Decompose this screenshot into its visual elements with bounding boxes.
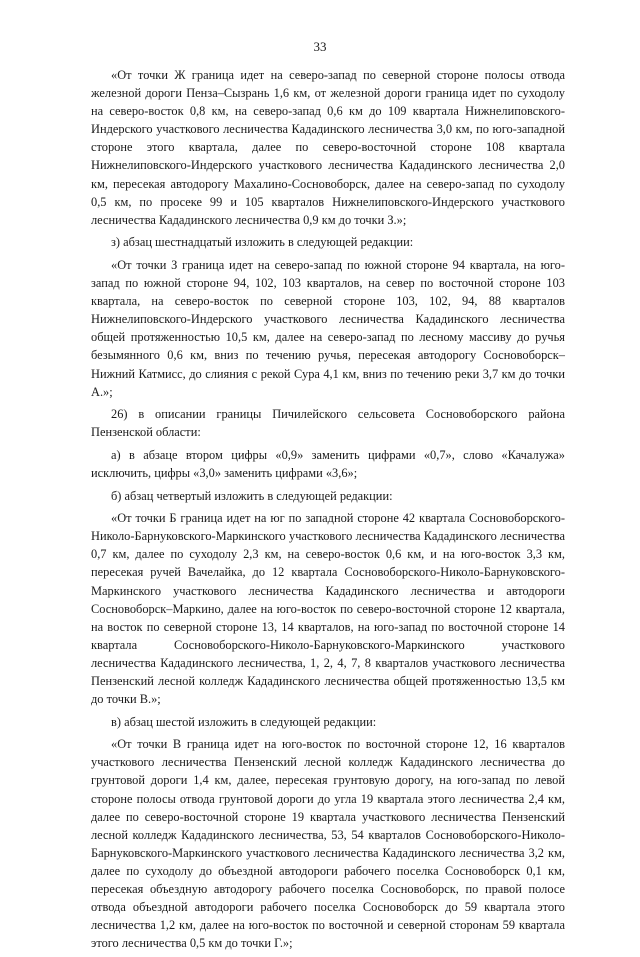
paragraph-point-v: «От точки В граница идет на юго-восток по восточной стороне 12, 16 кварталов участкового лесничества Пензенский лесной колледж Кададинского лесничества до грунтовой дороги 1,4 км, далее, пересекая грунтовую дорогу, на юго-запад по левой стороне полосы отвода грунтовой дороги до угла 19 квартала этого лесничества 2,4 км, далее по северо-восточной стороне 19 квартала участкового лесничества Пензенский лесной колледж Кададинского лесничества, 53, 54 кварталов Сосновоборского-Николо-Барнуковского-Маркинского участкового лесничества Кададинского лесничества 3,2 км, далее по суходолу до объездной автодороги рабочего поселка Сосновоборск 0,1 км, пересекая объездную автодорогу рабочего поселка Сосновоборск, по правой полосе отвода объездной автодороги рабочего поселка Сосновоборск до 59 квартала этого лесничества 1,2 км, далее на юго-восток по восточной и северной сторонам 59 квартала этого лесничества 0,5 км до точки Г.»; bbox=[91, 737, 565, 951]
paragraph-item-b: б) абзац четвертый изложить в следующей редакции: bbox=[111, 488, 393, 503]
paragraph-item-v: в) абзац шестой изложить в следующей редакции: bbox=[111, 714, 377, 729]
paragraph-point-b: «От точки Б граница идет на юг по западной стороне 42 квартала Сосновоборского-Николо-Барнуковского-Маркинского участкового лесничества Кададинского лесничества 0,7 км, далее по суходолу 2,3 км, на северо-восток 0,6 км, и на юго-восток 3,3 км, пересекая ручей Вачелайка, до 12 квартала Сосновоборского-Николо-Барнуковского-Маркинского участкового лесничества Кададинского лесничества и автодороги Сосновоборск–Маркино, далее на юго-восток по северо-восточной стороне 12 квартала, на восток по северной стороне 13, 14 кварталов, на юго-запад по восточной стороне 14 квартала Сосновоборского-Николо-Барнуковского-Маркинского участкового лесничества Кададинского лесничества, 1, 2, 4, 7, 8 кварталов участкового лесничества Пензенский лесной колледж Кададинского лесничества общей протяженностью 13,5 км до точки В.»; bbox=[91, 511, 565, 707]
document-body bbox=[91, 66, 565, 957]
paragraph-item-z: з) абзац шестнадцатый изложить в следующей редакции: bbox=[111, 235, 414, 250]
paragraph-point-z: «От точки З граница идет на северо-запад по южной стороне 94 квартала, на юго-запад по южной стороне 94, 102, 103 кварталов, на север по восточной стороне 103 квартала, на северо-восток по северной стороне 103, 102, 94, 88 кварталов Нижнелиповского-Индерского участкового лесничества Кададинского лесничества общей протяженностью 10,5 км, далее на северо-запад по лесному массиву до ручья безымянного 0,6 км, вниз по течению ручья, пересекая автодорогу Сосновоборск–Нижний Катмисс, до слияния с рекой Сура 4,1 км, вниз по течению реки 3,7 км до точки А.»; bbox=[91, 257, 565, 399]
paragraph-item-a: а) в абзаце втором цифры «0,9» заменить цифрами «0,7», слово «Качалужа» исключить, цифры «3,0» заменить цифрами «3,6»; bbox=[91, 447, 565, 480]
paragraph-point-zh: «От точки Ж граница идет на северо-запад по северной стороне полосы отвода железной дороги Пенза–Сызрань 1,6 км, от железной дороги граница идет по суходолу на северо-восток 0,8 км, на северо-запад 0,6 км до 109 квартала Нижнелиповского-Индерского участкового лесничества Кададинского лесничества 3,0 км, по юго-западной стороне этого квартала, далее по северо-восточной стороне 108 квартала Нижнелиповского-Индерского участкового лесничества Кададинского лесничества 2,0 км, пересекая автодорогу Махалино-Сосновоборск, далее на северо-запад по суходолу 0,5 км, по просеке 99 и 105 кварталов Нижнелиповского-Индерского участкового лесничества Кададинского лесничества 0,9 км до точки З.»; bbox=[91, 68, 565, 227]
page-number: 33 bbox=[313, 39, 327, 54]
paragraph-item-26: 26) в описании границы Пичилейского сельсовета Сосновоборского района Пензенской области: bbox=[91, 407, 565, 440]
